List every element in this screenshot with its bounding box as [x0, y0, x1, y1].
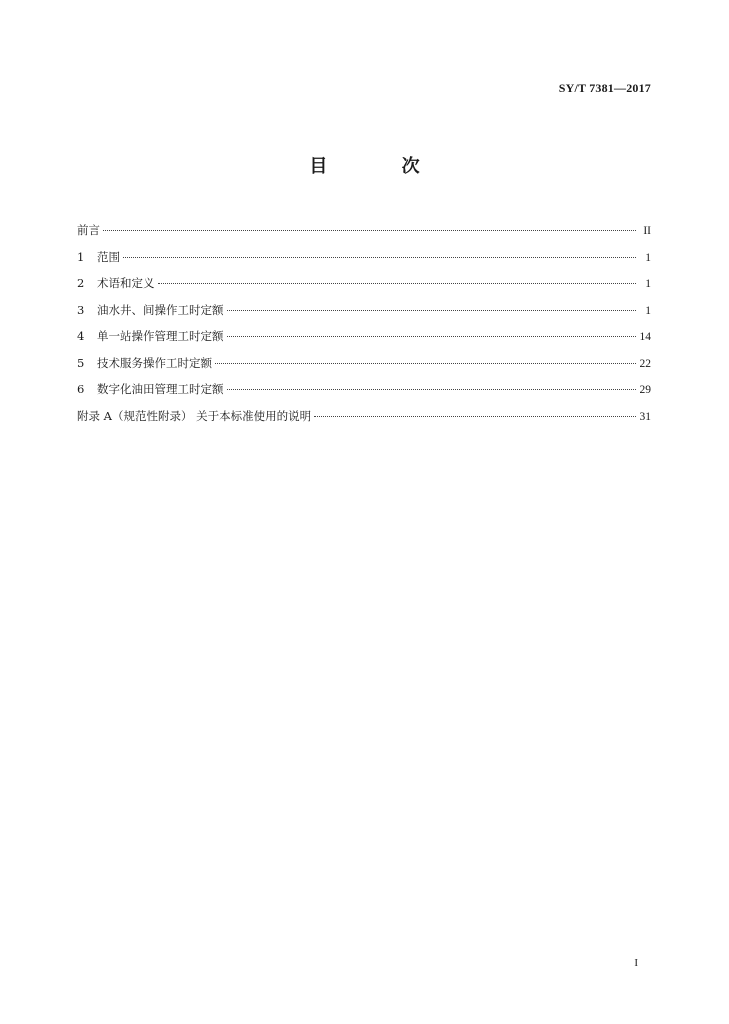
toc-entry-label: 前言	[77, 223, 100, 237]
toc-entry-number: 4	[77, 329, 85, 343]
toc-dot-leader	[215, 363, 636, 364]
toc-dot-leader	[227, 310, 637, 311]
toc-entry-page: 14	[639, 331, 651, 343]
toc-entry-number: 2	[77, 276, 85, 290]
toc-entry-digital-oilfield[interactable]	[77, 381, 651, 408]
toc-entry-label: 油水井、间操作工时定额	[97, 302, 224, 317]
toc-entry-scope[interactable]	[77, 249, 651, 276]
toc-entry-well-operations[interactable]	[77, 302, 651, 329]
toc-dot-leader	[103, 230, 636, 231]
toc-entry-label: 技术服务操作工时定额	[97, 355, 212, 370]
toc-dot-leader	[227, 389, 637, 390]
toc-entry-number: 3	[77, 302, 85, 317]
standard-code: SY/T 7381—2017	[558, 81, 651, 95]
toc-entry-number: 6	[77, 382, 85, 396]
toc-entry-page: 1	[645, 304, 651, 317]
toc-entry-appendix-a[interactable]	[77, 408, 651, 435]
page-number: I	[634, 957, 638, 969]
toc-entry-label: 附录 A（规范性附录） 关于本标准使用的说明	[77, 408, 312, 423]
toc-dot-leader	[227, 336, 637, 337]
toc-entry-foreword[interactable]	[77, 222, 651, 249]
toc-entry-label: 术语和定义	[97, 276, 155, 290]
toc-dot-leader	[158, 283, 637, 284]
toc-entry-label: 范围	[97, 249, 120, 264]
toc-entry-page: 29	[639, 384, 651, 396]
toc-entry-label: 单一站操作管理工时定额	[97, 329, 224, 343]
toc-entry-technical-service[interactable]	[77, 355, 651, 382]
toc-entry-page: 1	[645, 278, 651, 290]
table-of-contents	[77, 222, 651, 434]
toc-entry-page: 1	[645, 251, 651, 264]
toc-entry-page: 22	[639, 357, 651, 370]
page-title: 目 次	[309, 156, 454, 177]
toc-entry-page: 31	[639, 410, 651, 423]
toc-entry-number: 1	[77, 249, 85, 264]
toc-entry-terms[interactable]	[77, 275, 651, 302]
toc-entry-number: 5	[77, 355, 85, 370]
toc-dot-leader	[314, 416, 636, 417]
toc-entry-label: 数字化油田管理工时定额	[97, 382, 224, 396]
toc-dot-leader	[123, 257, 636, 258]
toc-entry-station-operations[interactable]	[77, 328, 651, 355]
toc-entry-page: II	[643, 225, 651, 237]
